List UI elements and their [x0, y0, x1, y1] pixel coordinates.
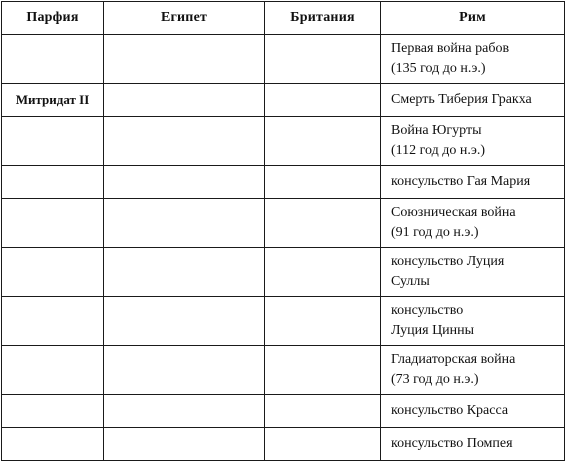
- cell-britain: [265, 199, 381, 248]
- cell-egypt: [104, 395, 265, 428]
- cell-egypt: [104, 35, 265, 84]
- cell-parthia: [2, 117, 104, 166]
- cell-egypt: [104, 117, 265, 166]
- header-rome: Рим: [381, 2, 565, 35]
- table-row: [2, 346, 565, 395]
- table-row: [2, 297, 565, 346]
- cell-rome: Гладиаторская война (73 год до н.э.): [381, 346, 565, 395]
- cell-rome: Первая война рабов (135 год до н.э.): [381, 35, 565, 84]
- cell-parthia: [2, 395, 104, 428]
- cell-britain: [265, 248, 381, 297]
- cell-parthia: Митридат II: [2, 84, 104, 117]
- cell-parthia: [2, 346, 104, 395]
- table-row: [2, 248, 565, 297]
- cell-egypt: [104, 297, 265, 346]
- cell-parthia: [2, 428, 104, 461]
- header-row: [2, 2, 565, 35]
- header-egypt: Египет: [104, 2, 265, 35]
- cell-rome: консульство Красса: [381, 395, 565, 428]
- cell-egypt: [104, 248, 265, 297]
- table-row: [2, 199, 565, 248]
- cell-britain: [265, 428, 381, 461]
- cell-parthia: [2, 199, 104, 248]
- chronology-table: [1, 1, 565, 461]
- cell-rome: консульство Помпея: [381, 428, 565, 461]
- cell-parthia: [2, 248, 104, 297]
- cell-rome: Война Югурты (112 год до н.э.): [381, 117, 565, 166]
- cell-britain: [265, 117, 381, 166]
- cell-egypt: [104, 346, 265, 395]
- table-row: [2, 35, 565, 84]
- cell-britain: [265, 297, 381, 346]
- table-row: [2, 117, 565, 166]
- cell-egypt: [104, 166, 265, 199]
- cell-britain: [265, 84, 381, 117]
- cell-parthia: [2, 166, 104, 199]
- cell-parthia: [2, 297, 104, 346]
- cell-rome: Смерть Тиберия Гракха: [381, 84, 565, 117]
- cell-britain: [265, 346, 381, 395]
- table-row: [2, 166, 565, 199]
- cell-rome: консульство Гая Мария: [381, 166, 565, 199]
- cell-britain: [265, 166, 381, 199]
- cell-egypt: [104, 199, 265, 248]
- cell-britain: [265, 395, 381, 428]
- header-parthia: Парфия: [2, 2, 104, 35]
- cell-egypt: [104, 84, 265, 117]
- table-row: [2, 84, 565, 117]
- cell-egypt: [104, 428, 265, 461]
- cell-rome: консульство Луция Цинны: [381, 297, 565, 346]
- header-britain: Британия: [265, 2, 381, 35]
- cell-rome: Союзническая война (91 год до н.э.): [381, 199, 565, 248]
- table-row: [2, 428, 565, 461]
- table-row: [2, 395, 565, 428]
- cell-parthia: [2, 35, 104, 84]
- cell-rome: консульство Луция Суллы: [381, 248, 565, 297]
- cell-britain: [265, 35, 381, 84]
